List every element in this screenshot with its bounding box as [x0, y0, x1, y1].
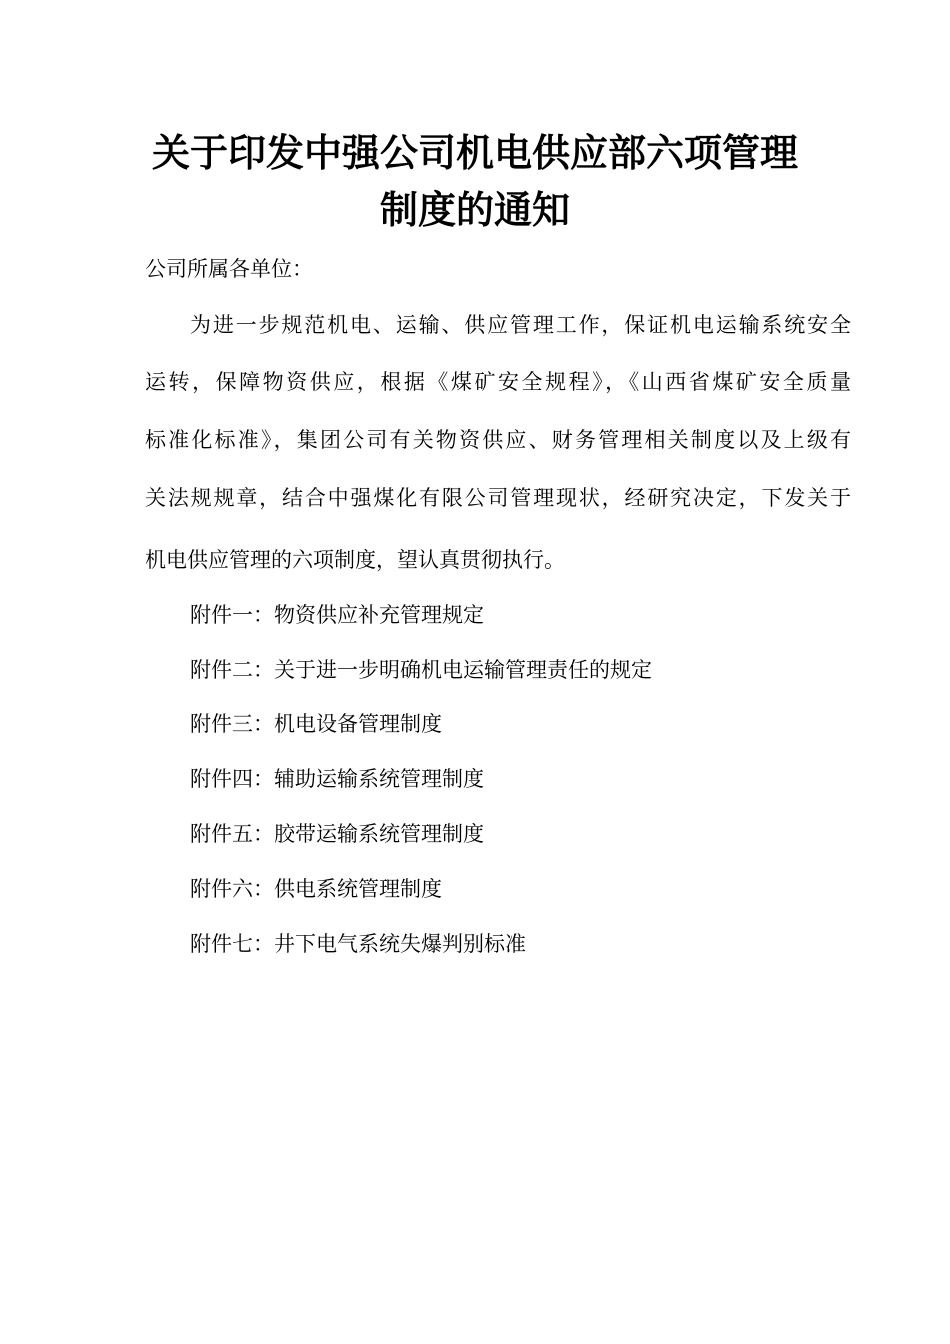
attachment-item: 附件四：辅助运输系统管理制度 [190, 767, 484, 791]
attachment-item: 附件一：物资供应补充管理规定 [190, 603, 484, 627]
body-line: 机电供应管理的六项制度，望认真贯彻执行。 [145, 548, 565, 572]
body-line: 为进一步规范机电、运输、供应管理工作，保证机电运输系统安全 [190, 313, 851, 337]
body-line: 关法规规章，结合中强煤化有限公司管理现状，经研究决定，下发关于 [145, 486, 851, 510]
salutation: 公司所属各单位： [145, 257, 313, 281]
attachment-item: 附件二：关于进一步明确机电运输管理责任的规定 [190, 658, 652, 682]
attachment-item: 附件三：机电设备管理制度 [190, 712, 442, 736]
attachment-item: 附件五：胶带运输系统管理制度 [190, 822, 484, 846]
attachment-item: 附件七：井下电气系统失爆判别标准 [190, 932, 526, 956]
document-title-line-1: 关于印发中强公司机电供应部六项管理 [151, 130, 798, 175]
document-title-line-2: 制度的通知 [379, 187, 570, 232]
body-line: 标准化标准》，集团公司有关物资供应、财务管理相关制度以及上级有 [145, 428, 851, 452]
body-line: 运转，保障物资供应，根据《煤矿安全规程》，《山西省煤矿安全质量 [145, 370, 851, 394]
attachment-item: 附件六：供电系统管理制度 [190, 877, 442, 901]
